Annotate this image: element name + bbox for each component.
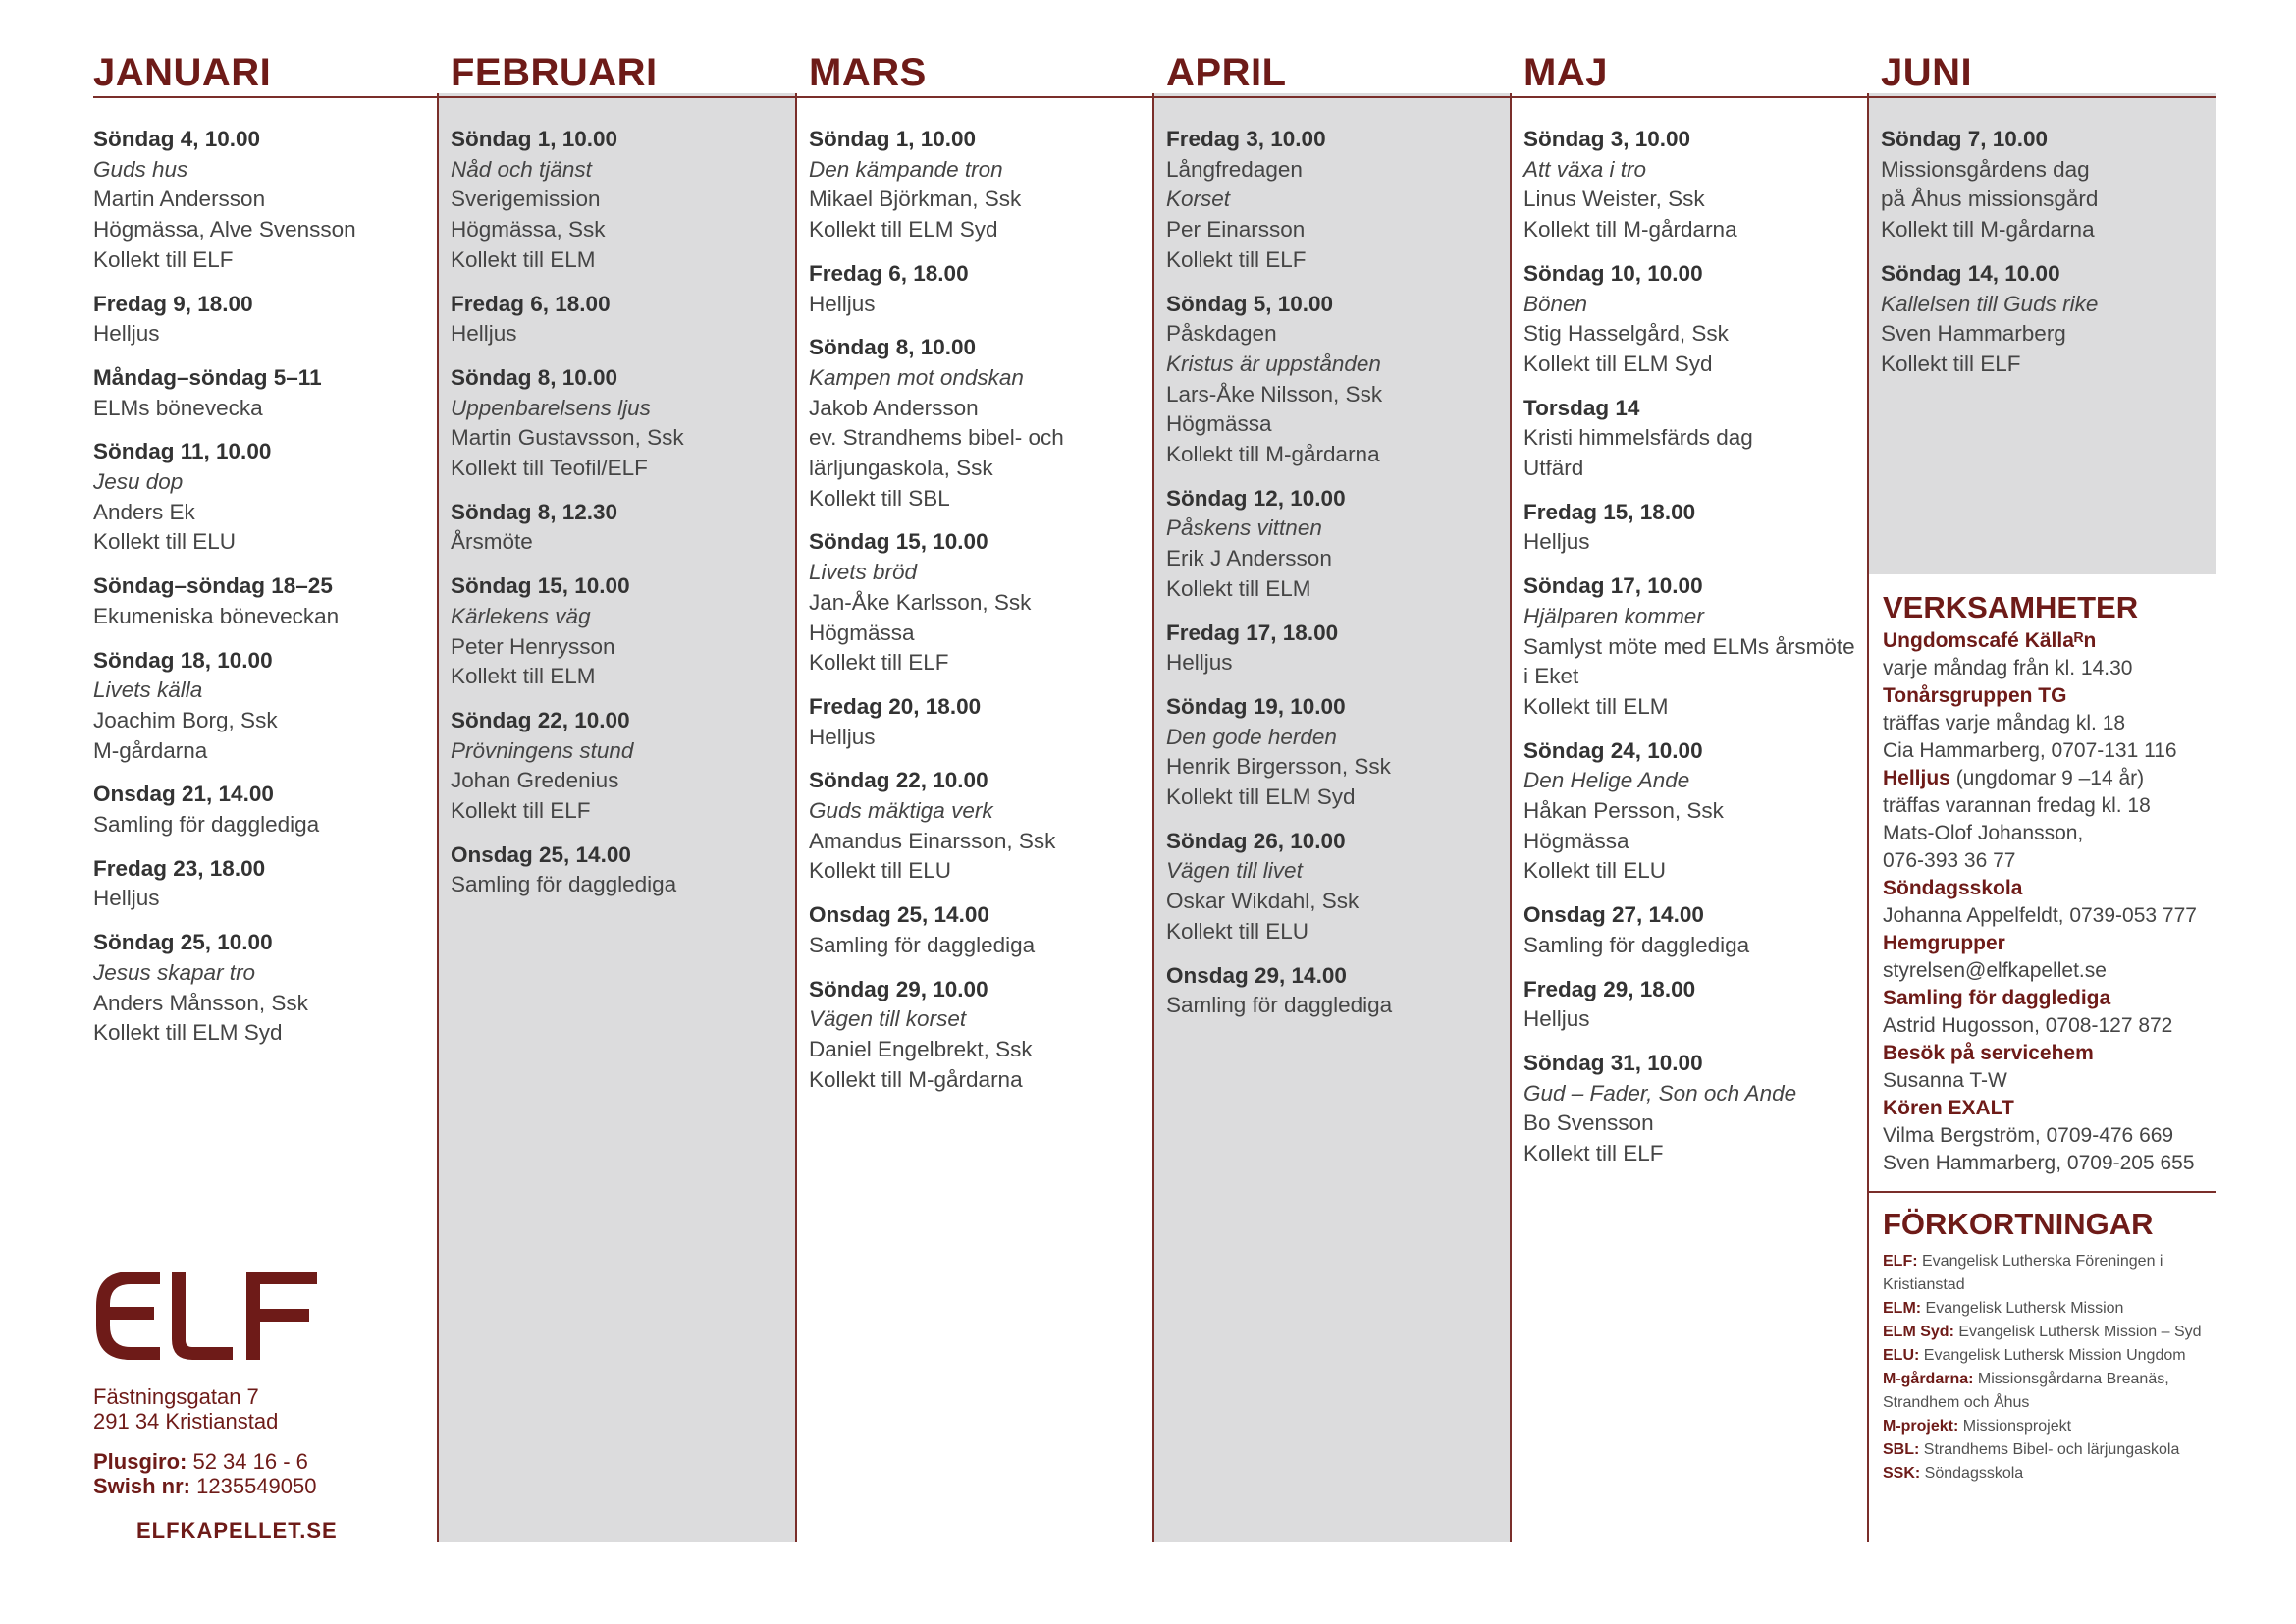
activity-title: Besök på servicehem — [1883, 1042, 2094, 1064]
event-detail: Lars-Åke Nilsson, Ssk — [1166, 381, 1383, 406]
event-date: Söndag 14, 10.00 — [1881, 260, 2060, 286]
event-date: Torsdag 14 — [1523, 395, 1640, 420]
event — [809, 333, 1153, 514]
event-date: Söndag 11, 10.00 — [93, 439, 272, 464]
event-date: Fredag 17, 18.00 — [1166, 620, 1339, 645]
event-detail: Kollekt till ELF — [809, 650, 949, 676]
event-detail: Kollekt till Teofil/ELF — [451, 456, 648, 481]
event-detail: Helljus — [1523, 1006, 1590, 1032]
month-title: FEBRUARI — [439, 47, 795, 98]
event-theme: Kallelsen till Guds rike — [1881, 291, 2099, 316]
event-theme: Den Helige Ande — [1523, 768, 1690, 793]
activity-detail: Mats-Olof Johansson, — [1883, 822, 2084, 844]
activity-title: Samling för dagglediga — [1883, 987, 2111, 1009]
event-date: Söndag 15, 10.00 — [809, 529, 988, 555]
event-date: Söndag 26, 10.00 — [1166, 828, 1346, 853]
activity-item — [1883, 682, 2216, 765]
event-date: Måndag–söndag 5–11 — [93, 364, 322, 390]
event-detail: Daniel Engelbrekt, Ssk — [809, 1036, 1033, 1061]
event — [93, 854, 452, 914]
event — [809, 527, 1153, 678]
event-detail: Sverigemission — [451, 187, 601, 212]
forkortningar-list — [1883, 1250, 2216, 1486]
event — [809, 125, 1153, 245]
event-theme: Kampen mot ondskan — [809, 364, 1024, 390]
event-date: Söndag 31, 10.00 — [1523, 1050, 1703, 1075]
event-detail: Oskar Wikdahl, Ssk — [1166, 889, 1360, 914]
event — [93, 290, 452, 350]
event-detail: Amandus Einarsson, Ssk — [809, 828, 1056, 853]
event — [93, 780, 452, 839]
event-detail: Peter Henrysson — [451, 633, 615, 659]
abbreviation-item: SSK: Söndagsskola — [1883, 1465, 2024, 1482]
event — [1523, 571, 1868, 723]
event-theme: Den gode herden — [1166, 724, 1337, 749]
event — [451, 363, 795, 484]
event-detail: Helljus — [93, 321, 160, 347]
activity-item — [1883, 765, 2216, 875]
event-theme: Kärlekens väg — [451, 603, 591, 628]
abbreviation-item: ELM: Evangelisk Luthersk Mission — [1883, 1300, 2124, 1317]
event-theme: Livets källa — [93, 677, 203, 703]
activity-detail: Vilma Bergström, 0709-476 669 — [1883, 1124, 2174, 1147]
event — [1166, 619, 1511, 678]
event-theme: Vägen till livet — [1166, 858, 1303, 884]
activity-item — [1883, 1095, 2216, 1177]
month-column-juni — [1867, 51, 2216, 574]
event-detail: Årsmöte — [451, 529, 533, 555]
event-detail: Högmässa, Alve Svensson — [93, 217, 356, 243]
event-detail: Samling för dagglediga — [451, 872, 677, 897]
event-detail: Långfredagen — [1166, 156, 1303, 182]
event-date: Söndag 4, 10.00 — [93, 127, 261, 151]
event-date: Onsdag 21, 14.00 — [93, 782, 274, 807]
event — [451, 290, 795, 350]
event-detail: Kollekt till ELF — [451, 798, 591, 824]
event-detail: Kristi himmelsfärds dag — [1523, 425, 1753, 451]
event-detail: Kollekt till ELU — [1166, 918, 1309, 944]
event-date: Söndag 10, 10.00 — [1523, 260, 1703, 286]
event-theme: Kristus är uppstånden — [1166, 351, 1381, 376]
event-detail: Mikael Björkman, Ssk — [809, 187, 1022, 212]
event — [1166, 961, 1511, 1021]
event — [1166, 125, 1511, 276]
event — [451, 840, 795, 900]
event — [93, 363, 452, 423]
event — [1523, 736, 1868, 888]
event — [1523, 125, 1868, 245]
event-detail: Kollekt till ELM Syd — [1523, 351, 1713, 376]
event-date: Söndag 8, 12.30 — [451, 499, 618, 524]
swish: Swish nr: 1235549050 — [93, 1474, 317, 1498]
event-detail: ev. Strandhems bibel- och — [809, 425, 1064, 451]
event-theme: Bönen — [1523, 291, 1588, 316]
event-detail: Martin Gustavsson, Ssk — [451, 425, 684, 451]
event-detail: Sven Hammarberg — [1881, 321, 2066, 347]
event-detail: Anders Månsson, Ssk — [93, 990, 308, 1015]
event — [451, 571, 795, 692]
event-theme: Prövningens stund — [451, 737, 634, 763]
month-title: APRIL — [1154, 47, 1511, 98]
verksamheter-heading: VERKSAMHETER — [1883, 590, 2139, 624]
event-detail: Kollekt till ELU — [1523, 858, 1667, 884]
event — [93, 646, 452, 767]
event-date: Söndag 19, 10.00 — [1166, 693, 1346, 719]
activity-item — [1883, 627, 2216, 682]
event — [93, 571, 452, 631]
event-detail: Anders Ek — [93, 499, 195, 524]
event — [809, 259, 1153, 319]
event-date: Onsdag 25, 14.00 — [451, 841, 631, 867]
event — [809, 692, 1153, 752]
event-date: Onsdag 25, 14.00 — [809, 902, 989, 928]
event-detail: Kollekt till ELU — [93, 529, 237, 555]
activity-detail: Johanna Appelfeldt, 0739-053 777 — [1883, 904, 2197, 927]
event-theme: Vägen till korset — [809, 1006, 967, 1032]
event-date: Söndag 8, 10.00 — [451, 364, 618, 390]
event-detail: Kollekt till ELM — [1166, 575, 1311, 601]
event-date: Onsdag 29, 14.00 — [1166, 962, 1347, 988]
event-detail: Helljus — [809, 291, 876, 316]
event-detail: Erik J Andersson — [1166, 546, 1332, 571]
event-date: Fredag 3, 10.00 — [1166, 127, 1326, 151]
event-detail: ELMs bönevecka — [93, 395, 263, 420]
event — [1523, 259, 1868, 380]
address-line-1: Fästningsgatan 7 — [93, 1384, 259, 1409]
event — [809, 766, 1153, 887]
event-date: Söndag 29, 10.00 — [809, 976, 988, 1001]
right-side-panel — [1867, 574, 2216, 1542]
activity-detail: träffas varje måndag kl. 18 — [1883, 712, 2126, 734]
forkortningar-heading: FÖRKORTNINGAR — [1883, 1207, 2154, 1241]
event-detail: Utfärd — [1523, 456, 1584, 481]
month-column-maj — [1510, 51, 1868, 1542]
event-date: Söndag 12, 10.00 — [1166, 485, 1346, 511]
event-date: Söndag 25, 10.00 — [93, 930, 273, 955]
event-theme: Den kämpande tron — [809, 156, 1003, 182]
event-detail: Helljus — [1523, 529, 1590, 555]
abbreviation-item: ELU: Evangelisk Luthersk Mission Ungdom — [1883, 1347, 2186, 1364]
event-detail: Jan-Åke Karlsson, Ssk — [809, 589, 1032, 615]
activity-item — [1883, 875, 2216, 930]
event-detail: Linus Weister, Ssk — [1523, 187, 1705, 212]
footer-contact — [93, 1272, 338, 1543]
activity-title: Kören EXALT — [1883, 1097, 2014, 1119]
event — [1166, 692, 1511, 813]
event-detail: Kollekt till SBL — [809, 485, 950, 511]
elf-logo — [93, 1272, 319, 1360]
event-theme: Påskens vittnen — [1166, 515, 1322, 541]
event-date: Söndag 7, 10.00 — [1881, 127, 2049, 151]
month-column-mars — [795, 51, 1153, 1542]
activity-detail: Astrid Hugosson, 0708-127 872 — [1883, 1014, 2173, 1037]
event-detail: Samling för dagglediga — [93, 812, 320, 838]
event-detail: Kollekt till ELM — [451, 246, 596, 272]
abbreviation-item: ELM Syd: Evangelisk Luthersk Mission – Syd — [1883, 1324, 2202, 1340]
event-theme: Korset — [1166, 187, 1231, 212]
event-date: Söndag 17, 10.00 — [1523, 573, 1703, 599]
event-detail: i Eket — [1523, 664, 1579, 689]
event-detail: Högmässa — [1166, 411, 1272, 437]
event-theme: Guds mäktiga verk — [809, 798, 993, 824]
event-date: Fredag 20, 18.00 — [809, 693, 982, 719]
event-detail: Högmässa — [1523, 828, 1629, 853]
event — [93, 125, 452, 276]
event-date: Fredag 15, 18.00 — [1523, 499, 1696, 524]
event-theme: Jesu dop — [93, 469, 184, 495]
event — [1523, 975, 1868, 1035]
event-date: Söndag 22, 10.00 — [809, 768, 988, 793]
event-detail: Påskdagen — [1166, 321, 1277, 347]
event-theme: Uppenbarelsens ljus — [451, 395, 651, 420]
event-detail: Martin Andersson — [93, 187, 266, 212]
event-detail: Samling för dagglediga — [1166, 993, 1393, 1018]
event-detail: Helljus — [1166, 650, 1233, 676]
event-detail: M-gårdarna — [93, 737, 208, 763]
event — [1881, 125, 2216, 245]
activity-detail: träffas varannan fredag kl. 18 — [1883, 794, 2151, 817]
event — [93, 928, 452, 1049]
verksamheter-list — [1883, 627, 2216, 1177]
event — [1166, 290, 1511, 470]
event — [1166, 484, 1511, 605]
abbreviation-item: SBL: Strandhems Bibel- och lärjungaskola — [1883, 1441, 2180, 1458]
event — [451, 706, 795, 827]
event-detail: Stig Hasselgård, Ssk — [1523, 321, 1729, 347]
event-detail: Kollekt till M-gårdarna — [1166, 442, 1380, 467]
event-detail: Samlyst möte med ELMs årsmöte — [1523, 633, 1855, 659]
event-detail: Håkan Persson, Ssk — [1523, 798, 1724, 824]
event-date: Söndag 1, 10.00 — [451, 127, 618, 151]
event-detail: Henrik Birgersson, Ssk — [1166, 754, 1391, 780]
event-detail: Kollekt till ELF — [1881, 351, 2021, 376]
event-detail: Högmässa, Ssk — [451, 217, 606, 243]
event-detail: Kollekt till ELM Syd — [1166, 785, 1356, 810]
month-column-april — [1152, 51, 1511, 1542]
event-detail: Kollekt till ELU — [809, 858, 952, 884]
event-theme: Livets bröd — [809, 560, 918, 585]
event-date: Fredag 29, 18.00 — [1523, 976, 1696, 1001]
event-detail: lärljungaskola, Ssk — [809, 456, 993, 481]
event — [1523, 900, 1868, 960]
event-detail: Kollekt till ELM — [1523, 693, 1669, 719]
event — [451, 498, 795, 558]
month-title: JUNI — [1869, 47, 2216, 98]
event-detail: Bo Svensson — [1523, 1110, 1654, 1136]
event-detail: Kollekt till ELM — [451, 664, 596, 689]
event — [1166, 827, 1511, 947]
activity-item — [1883, 930, 2216, 985]
event-detail: Kollekt till ELF — [1523, 1141, 1664, 1166]
event-detail: på Åhus missionsgård — [1881, 187, 2099, 212]
abbreviation-item: M-projekt: Missionsprojekt — [1883, 1418, 2072, 1435]
event — [1523, 394, 1868, 484]
activity-detail: varje måndag från kl. 14.30 — [1883, 657, 2133, 679]
event-date: Fredag 6, 18.00 — [809, 260, 969, 286]
activity-title: Söndagsskola — [1883, 877, 2023, 899]
activity-title: Helljus (ungdomar 9 –14 år) — [1883, 767, 2145, 789]
event-detail: Kollekt till M-gårdarna — [1881, 217, 2095, 243]
month-column-februari — [437, 51, 795, 1542]
activity-detail: Cia Hammarberg, 0707-131 116 — [1883, 739, 2177, 762]
website-link[interactable]: ELFKAPELLET.SE — [136, 1518, 338, 1543]
event-detail: Samling för dagglediga — [809, 932, 1036, 957]
activity-detail: Susanna T-W — [1883, 1069, 2007, 1092]
activity-item — [1883, 1040, 2216, 1095]
event — [809, 900, 1153, 960]
event — [809, 975, 1153, 1096]
event-detail: Helljus — [451, 321, 517, 347]
event-date: Söndag–söndag 18–25 — [93, 573, 333, 599]
event — [93, 437, 452, 558]
event-theme: Att växa i tro — [1523, 156, 1647, 182]
event-detail: Missionsgårdens dag — [1881, 156, 2090, 182]
event-detail: Per Einarsson — [1166, 217, 1306, 243]
event — [1881, 259, 2216, 380]
address-line-2: 291 34 Kristianstad — [93, 1409, 279, 1434]
event-detail: Kollekt till ELF — [93, 246, 234, 272]
event — [451, 125, 795, 276]
activity-item — [1883, 985, 2216, 1040]
activity-title: Hemgrupper — [1883, 932, 2005, 954]
event-date: Söndag 15, 10.00 — [451, 573, 630, 599]
event-date: Söndag 5, 10.00 — [1166, 291, 1334, 316]
event — [1523, 1049, 1868, 1169]
month-title: JANUARI — [93, 47, 452, 98]
event-detail: Helljus — [93, 886, 160, 911]
activity-detail: Sven Hammarberg, 0709-205 655 — [1883, 1152, 2195, 1174]
event-theme: Jesus skapar tro — [93, 959, 256, 985]
event-detail: Helljus — [809, 724, 876, 749]
event-detail: Kollekt till ELF — [1166, 246, 1307, 272]
event-theme: Gud – Fader, Son och Ande — [1523, 1080, 1797, 1106]
event-date: Söndag 1, 10.00 — [809, 127, 977, 151]
plusgiro: Plusgiro: 52 34 16 - 6 — [93, 1449, 308, 1474]
event-date: Söndag 22, 10.00 — [451, 707, 630, 732]
event-date: Fredag 6, 18.00 — [451, 291, 611, 316]
event-date: Söndag 3, 10.00 — [1523, 127, 1691, 151]
activity-title: Tonårsgruppen TG — [1883, 684, 2067, 707]
event-detail: Kollekt till M-gårdarna — [809, 1066, 1023, 1092]
event-detail: Ekumeniska böneveckan — [93, 603, 340, 628]
event-date: Fredag 9, 18.00 — [93, 291, 253, 316]
activity-detail: 076-393 36 77 — [1883, 849, 2016, 872]
event-detail: Kollekt till ELM Syd — [809, 217, 998, 243]
event-theme: Nåd och tjänst — [451, 156, 592, 182]
event-date: Söndag 18, 10.00 — [93, 647, 273, 673]
event — [1523, 498, 1868, 558]
event-detail: Kollekt till M-gårdarna — [1523, 217, 1737, 243]
event-theme: Hjälparen kommer — [1523, 603, 1704, 628]
event-detail: Joachim Borg, Ssk — [93, 707, 278, 732]
event-detail: Kollekt till ELM Syd — [93, 1020, 283, 1046]
activity-detail: styrelsen@elfkapellet.se — [1883, 959, 2107, 982]
event-date: Söndag 8, 10.00 — [809, 335, 977, 360]
month-title: MARS — [797, 47, 1153, 98]
event-detail: Samling för dagglediga — [1523, 932, 1750, 957]
activity-title: Ungdomscafé Källaᴿn — [1883, 629, 2097, 652]
event-date: Onsdag 27, 14.00 — [1523, 902, 1704, 928]
abbreviation-item: ELF: Evangelisk Lutherska Föreningen i Kristianstad — [1883, 1253, 2163, 1293]
forkortningar-section — [1869, 1193, 2216, 1486]
event-detail: Jakob Andersson — [809, 395, 979, 420]
event-detail: Högmässa — [809, 620, 915, 645]
month-title: MAJ — [1512, 47, 1868, 98]
abbreviation-item: M-gårdarna: Missionsgårdarna Breanäs, Strandhem och Åhus — [1883, 1371, 2169, 1411]
event-date: Söndag 24, 10.00 — [1523, 737, 1703, 763]
verksamheter-section — [1869, 574, 2216, 1193]
event-date: Fredag 23, 18.00 — [93, 855, 266, 881]
event-theme: Guds hus — [93, 156, 188, 182]
event-detail: Johan Gredenius — [451, 768, 619, 793]
